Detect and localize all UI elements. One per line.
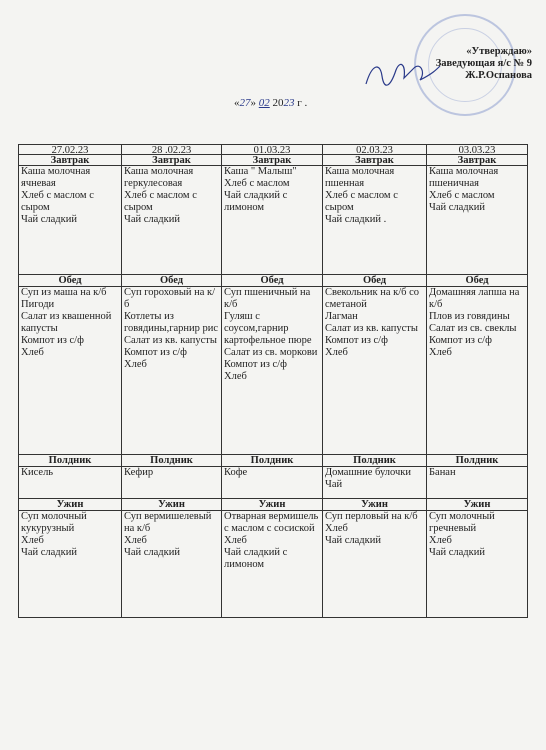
dish-line: Суп вермишелевый на к/б	[124, 511, 212, 534]
meal-header: Полдник	[222, 455, 323, 467]
date-month: 02	[258, 97, 270, 109]
dish-line: Чай сладкий .	[325, 214, 387, 225]
dish-line: Суп молочный гречневый	[429, 511, 495, 534]
dish-line: Салат из квашенной капусты	[21, 311, 112, 334]
meal-header: Обед	[323, 275, 427, 287]
menu-cell	[122, 166, 222, 275]
meal-header: Ужин	[427, 499, 528, 511]
dish-line: Чай сладкий	[124, 547, 180, 558]
menu-cell	[19, 166, 122, 275]
date-day: 27	[239, 97, 251, 109]
dish-line: Чай сладкий	[429, 547, 485, 558]
day-header: 27.02.23	[19, 145, 122, 155]
dish-line: Кефир	[124, 467, 154, 478]
dish-line: Чай сладкий	[429, 202, 485, 213]
meal-header: Завтрак	[122, 155, 222, 166]
dish-line: Хлеб	[325, 523, 348, 534]
menu-cell	[323, 166, 427, 275]
approval-person: Ж.Р.Оспанова	[465, 70, 532, 81]
dish-line: Чай сладкий	[124, 214, 180, 225]
meal-header: Ужин	[222, 499, 323, 511]
meal-header: Полдник	[122, 455, 222, 467]
menu-cell	[427, 511, 528, 618]
dish-line: Салат из кв. капусты	[325, 323, 418, 334]
dish-line: Банан	[429, 467, 456, 478]
menu-cell	[222, 467, 323, 499]
meal-header: Ужин	[323, 499, 427, 511]
dish-line: Салат из св. свеклы	[429, 323, 517, 334]
day-header: 02.03.23	[323, 145, 427, 155]
dish-line: Суп пшеничный на к/б	[224, 287, 311, 310]
dish-line: Хлеб с маслом с сыром	[21, 190, 94, 213]
day-header: 01.03.23	[222, 145, 323, 155]
meal-header: Завтрак	[222, 155, 323, 166]
menu-cell	[427, 166, 528, 275]
dish-line: Хлеб	[429, 535, 452, 546]
meal-header: Обед	[427, 275, 528, 287]
dish-line: Суп гороховый на к/б	[124, 287, 216, 310]
dish-line: Хлеб	[124, 535, 147, 546]
meal-header: Полдник	[323, 455, 427, 467]
dish-line: Суп из маша на к/б	[21, 287, 107, 298]
meal-header: Завтрак	[323, 155, 427, 166]
menu-cell	[122, 287, 222, 455]
dish-line: Салат из св. моркови	[224, 347, 318, 358]
menu-cell	[222, 511, 323, 618]
dish-line: Свекольник на к/б со сметаной	[325, 287, 420, 310]
approval-position: Заведующая я/с № 9	[435, 58, 532, 69]
approval-block	[382, 46, 532, 82]
dish-line: Хлеб	[21, 347, 44, 358]
meal-header: Завтрак	[19, 155, 122, 166]
menu-cell	[19, 467, 122, 499]
menu-cell	[427, 287, 528, 455]
dish-line: Чай сладкий	[325, 535, 381, 546]
dish-line: Лагман	[325, 311, 358, 322]
dish-line: Каша молочная пшеничная	[429, 166, 499, 189]
dish-line: Чай сладкий с лимоном	[224, 190, 288, 213]
menu-cell	[427, 467, 528, 499]
dish-line: Салат из кв. капусты	[124, 335, 217, 346]
dish-line: Чай сладкий	[21, 547, 77, 558]
approval-date: «27» 02 2023 г .	[234, 97, 308, 109]
dish-line: Каша молочная геркулесовая	[124, 166, 194, 189]
meal-header: Ужин	[19, 499, 122, 511]
menu-cell	[122, 511, 222, 618]
dish-line: Кофе	[224, 467, 248, 478]
dish-line: Компот из с/ф	[21, 335, 84, 346]
menu-cell	[122, 467, 222, 499]
menu-cell	[323, 511, 427, 618]
dish-line: Компот из с/ф	[124, 347, 187, 358]
menu-cell	[222, 287, 323, 455]
dish-line: Суп перловый на к/б	[325, 511, 418, 522]
dish-line: Хлеб	[224, 535, 247, 546]
day-header: 03.03.23	[427, 145, 528, 155]
dish-line: Домашние булочки	[325, 467, 412, 478]
dish-line: Чай сладкий	[21, 214, 77, 225]
meal-header: Обед	[19, 275, 122, 287]
dish-line: Отварная вермишель с маслом с сосиской	[224, 511, 319, 534]
dish-line: Домашняя лапша на к/б	[429, 287, 520, 310]
dish-line: Пигоди	[21, 299, 55, 310]
dish-line: Хлеб	[224, 371, 247, 382]
meal-header: Обед	[122, 275, 222, 287]
dish-line: Хлеб с маслом с сыром	[124, 190, 197, 213]
dish-line: Хлеб	[429, 347, 452, 358]
dish-line: Каша молочная пшенная	[325, 166, 395, 189]
menu-cell	[323, 287, 427, 455]
date-year: 23	[283, 97, 295, 109]
menu-cell	[19, 511, 122, 618]
meal-header: Полдник	[19, 455, 122, 467]
menu-cell	[222, 166, 323, 275]
dish-line: Компот из с/ф	[325, 335, 388, 346]
dish-line: Суп молочный кукурузный	[21, 511, 87, 534]
dish-line: Котлеты из говядины,гарнир рис	[124, 311, 219, 334]
dish-line: Каша молочная ячневая	[21, 166, 91, 189]
dish-line: Плов из говядины	[429, 311, 510, 322]
dish-line: Хлеб с маслом	[429, 190, 495, 201]
dish-line: Компот из с/ф	[224, 359, 287, 370]
dish-line: Хлеб	[124, 359, 147, 370]
menu-table	[18, 144, 528, 618]
meal-header: Полдник	[427, 455, 528, 467]
dish-line: Гуляш с соусом,гарнир картофельное пюре	[224, 311, 312, 346]
meal-header: Ужин	[122, 499, 222, 511]
meal-header: Завтрак	[427, 155, 528, 166]
day-header: 28 .02.23	[122, 145, 222, 155]
dish-line: Хлеб с маслом	[224, 178, 290, 189]
meal-header: Обед	[222, 275, 323, 287]
dish-line: Хлеб	[21, 535, 44, 546]
dish-line: Компот из с/ф	[429, 335, 492, 346]
dish-line: Хлеб	[325, 347, 348, 358]
dish-line: Каша " Малыш"	[224, 166, 297, 177]
dish-line: Чай сладкий с лимоном	[224, 547, 288, 570]
approval-title: «Утверждаю»	[466, 46, 532, 57]
menu-cell	[323, 467, 427, 499]
dish-line: Кисель	[21, 467, 54, 478]
menu-cell	[19, 287, 122, 455]
dish-line: Хлеб с маслом с сыром	[325, 190, 398, 213]
dish-line: Чай	[325, 479, 343, 490]
